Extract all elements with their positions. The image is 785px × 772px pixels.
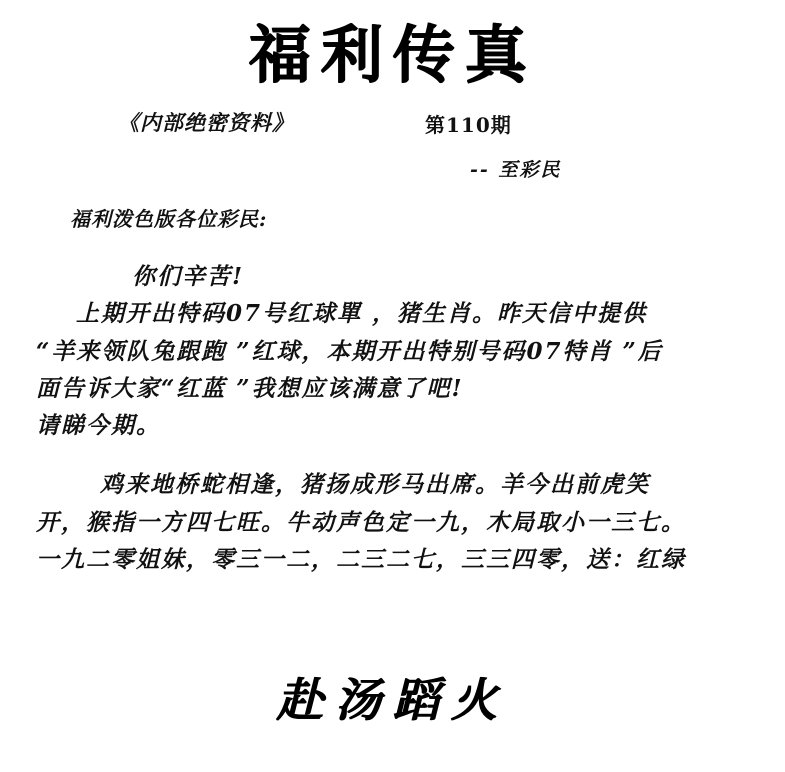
masthead [0, 0, 785, 91]
verse-line: 开，猴指一方四七旺。牛动声色定一九，木局取小一三七。 [36, 508, 686, 536]
page-title: 福利传真 [248, 18, 537, 91]
verse-text [0, 466, 785, 578]
verse-line: 一九二零姐妹，零三一二，二三二七，三三四零，送：红绿 [36, 545, 686, 573]
body-line: 请睇今期。 [36, 412, 161, 440]
addressee-label: -- 至彩民 [470, 159, 562, 182]
salutation-text: 福利泼色版各位彩民: [70, 207, 268, 232]
body-line: 面告诉大家“红蓝 ”我想应该满意了吧! [36, 374, 464, 402]
verse-line: 鸡来地桥蛇相逢，猪扬成形马出席。羊今出前虎笑 [100, 471, 650, 499]
body-line: 你们辛苦! [132, 263, 245, 291]
body-text [0, 258, 785, 444]
issue-number-label: 第110期 [425, 113, 512, 138]
footer-slogan: 赴汤蹈火 [276, 673, 509, 727]
subheader-row [0, 107, 785, 141]
body-line: “羊来领队兔跟跑 ”红球，本期开出特别号码07特肖 ”后 [36, 337, 663, 365]
secret-material-label: 《内部绝密资料》 [118, 110, 294, 136]
addressee-row [0, 155, 785, 185]
body-line: 上期开出特码07号红球單 ，猪生肖。昨天信中提供 [76, 300, 648, 328]
